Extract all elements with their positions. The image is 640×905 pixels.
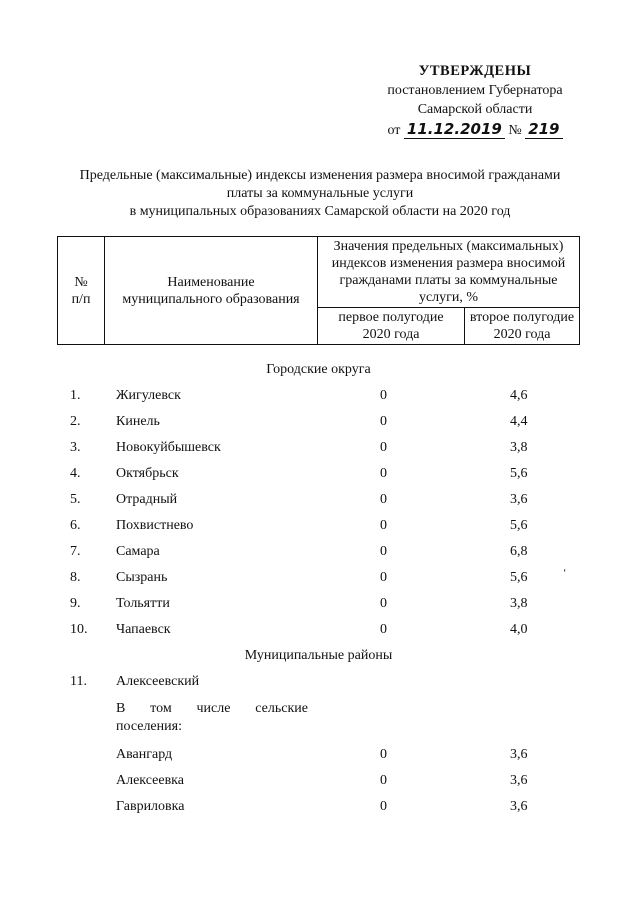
- row-first-half: 0: [380, 747, 387, 762]
- table-row: [0, 388, 640, 406]
- row-name: Похвистнево: [116, 518, 194, 533]
- header-values: [318, 237, 580, 308]
- title-line-1: Предельные (максимальные) индексы изменения размера вносимой гражданами: [79, 168, 561, 183]
- row-first-half: 0: [380, 773, 387, 788]
- header-first-half-line-2: 2020 года: [362, 327, 420, 342]
- header-num-line-2: п/п: [71, 291, 91, 307]
- row-second-half: 4,6: [510, 388, 528, 403]
- row-second-half: 4,4: [510, 414, 528, 429]
- table-row: [0, 570, 640, 588]
- row-number: 3.: [70, 440, 81, 455]
- approval-stamp: [360, 62, 590, 140]
- row-name: Чапаевск: [116, 622, 171, 637]
- header-second-half: [465, 308, 580, 345]
- header-name-line-2: муниципального образования: [122, 291, 300, 307]
- row-second-half: 3,6: [510, 799, 528, 814]
- row-number: 11.: [70, 674, 87, 689]
- document-title: [40, 167, 600, 221]
- row-first-half: 0: [380, 440, 387, 455]
- row-first-half: 0: [380, 414, 387, 429]
- note-word: том: [150, 701, 172, 716]
- row-name: Сызрань: [116, 570, 168, 585]
- approval-title: УТВЕРЖДЕНЫ: [418, 63, 532, 79]
- row-number: 6.: [70, 518, 81, 533]
- table-row: [0, 799, 640, 817]
- row-number: 4.: [70, 466, 81, 481]
- row-first-half: 0: [380, 492, 387, 507]
- settlements-note: [116, 700, 308, 736]
- row-second-half: 6,8: [510, 544, 528, 559]
- approval-date: 11.12.2019: [404, 120, 505, 139]
- header-name: [105, 237, 318, 345]
- table-row: [0, 466, 640, 484]
- row-name: Кинель: [116, 414, 160, 429]
- row-name: Авангард: [116, 747, 173, 762]
- row-first-half: 0: [380, 466, 387, 481]
- date-prefix: от: [387, 123, 401, 138]
- row-second-half: 5,6: [510, 466, 528, 481]
- header-num-line-1: №: [74, 274, 88, 290]
- table-row: [0, 518, 640, 536]
- row-number: 10.: [70, 622, 88, 637]
- approval-date-line: [360, 120, 590, 140]
- approval-line-2: Самарской области: [417, 102, 533, 117]
- row-first-half: 0: [380, 544, 387, 559]
- row-first-half: 0: [380, 388, 387, 403]
- row-name: Отрадный: [116, 492, 178, 507]
- row-name: Октябрьск: [116, 466, 179, 481]
- table-row: [0, 440, 640, 458]
- header-num: [58, 237, 105, 345]
- row-name: Алексеевский: [116, 674, 200, 689]
- row-second-half: 3,8: [510, 596, 528, 611]
- table-row: [0, 492, 640, 510]
- row-second-half: 4,0: [510, 622, 528, 637]
- row-name: Самара: [116, 544, 160, 559]
- header-first-half: [318, 308, 465, 345]
- table-row: [0, 773, 640, 791]
- header-values-line-1: Значения предельных (максимальных): [333, 239, 564, 254]
- table-header: [57, 236, 580, 345]
- row-first-half: 0: [380, 518, 387, 533]
- title-line-2: платы за коммунальные услуги: [226, 186, 414, 201]
- table-row: [0, 596, 640, 614]
- row-second-half: 5,6: [510, 518, 528, 533]
- approval-number: 219: [525, 120, 562, 139]
- table-row: [0, 414, 640, 432]
- header-second-half-line-1: второе полугодие: [469, 310, 575, 325]
- row-name: Алексеевка: [116, 773, 184, 788]
- approval-line-1: постановлением Губернатора: [387, 83, 563, 98]
- row-first-half: 0: [380, 622, 387, 637]
- row-number: 5.: [70, 492, 81, 507]
- row-name: Тольятти: [116, 596, 170, 611]
- table-row: [0, 674, 640, 692]
- table-row: [0, 747, 640, 765]
- note-word: сельские: [255, 701, 308, 716]
- row-second-half: 3,8: [510, 440, 528, 455]
- section-districts-title: Муниципальные районы: [244, 648, 393, 663]
- stray-mark: ‘: [563, 568, 567, 579]
- table-row: [0, 544, 640, 562]
- table-row: [0, 622, 640, 640]
- row-name: Жигулевск: [116, 388, 181, 403]
- row-number: 2.: [70, 414, 81, 429]
- row-first-half: 0: [380, 799, 387, 814]
- row-second-half: 3,6: [510, 773, 528, 788]
- note-word: числе: [196, 701, 231, 716]
- row-second-half: 3,6: [510, 747, 528, 762]
- header-first-half-line-1: первое полугодие: [338, 310, 444, 325]
- note-word: В: [116, 701, 126, 716]
- number-prefix: №: [508, 123, 522, 138]
- row-second-half: 5,6: [510, 570, 528, 585]
- header-values-line-2: индексов изменения размера вносимой: [331, 256, 566, 271]
- row-second-half: 3,6: [510, 492, 528, 507]
- row-name: Гавриловка: [116, 799, 185, 814]
- row-number: 9.: [70, 596, 81, 611]
- row-name: Новокуйбышевск: [116, 440, 221, 455]
- row-first-half: 0: [380, 570, 387, 585]
- title-line-3: в муниципальных образованиях Самарской области на 2020 год: [129, 204, 511, 219]
- row-number: 1.: [70, 388, 81, 403]
- settlements-note-line-2: поселения:: [116, 719, 182, 734]
- row-number: 7.: [70, 544, 81, 559]
- row-first-half: 0: [380, 596, 387, 611]
- row-number: 8.: [70, 570, 81, 585]
- header-values-line-4: услуги, %: [418, 290, 479, 305]
- settlements-note-line-1: [116, 700, 308, 718]
- section-city-title: Городские округа: [266, 362, 371, 377]
- header-second-half-line-2: 2020 года: [493, 327, 551, 342]
- header-values-line-3: гражданами платы за коммунальные: [339, 273, 558, 288]
- header-name-line-1: Наименование: [167, 274, 255, 290]
